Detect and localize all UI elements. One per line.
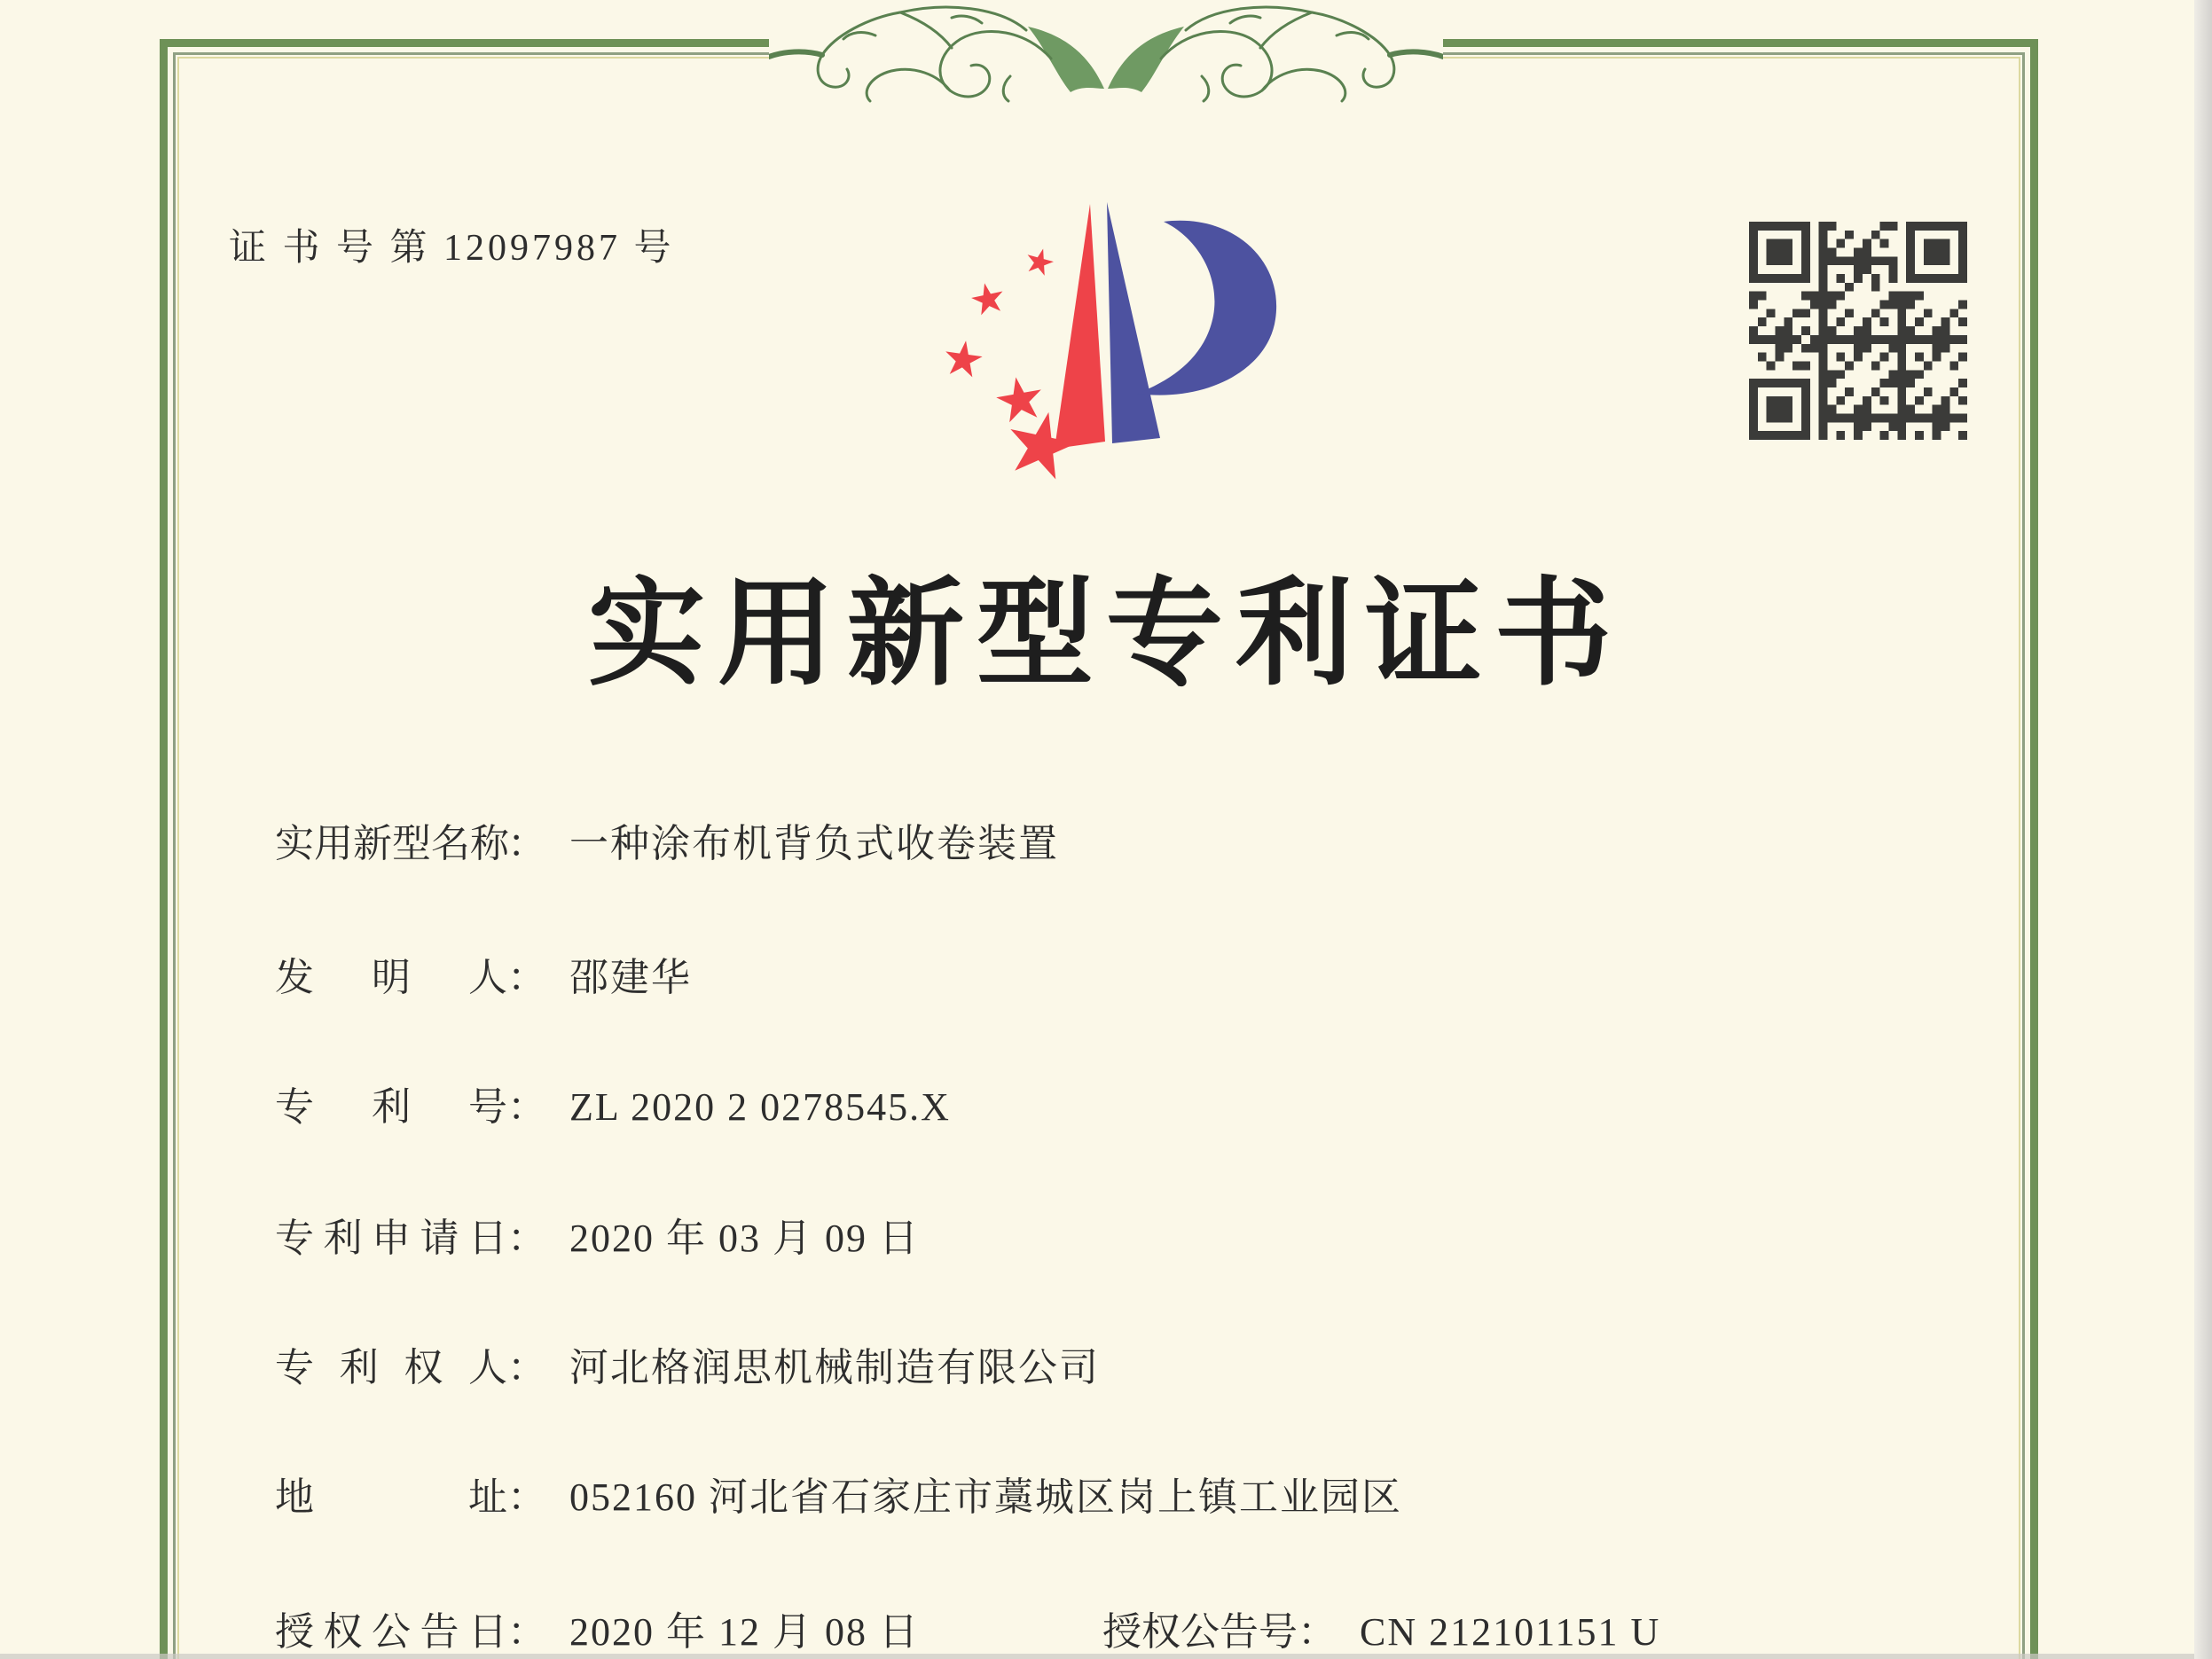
- field-colon: ：: [507, 1610, 546, 1654]
- field-label: 实用新型名称: [275, 822, 509, 865]
- field-value: 052160 河北省石家庄市藁城区岗上镇工业园区: [569, 1475, 1402, 1519]
- certificate-title: 实用新型专利证书: [588, 569, 1624, 700]
- field-row-address: [275, 1465, 1402, 1522]
- scan-edge-bottom: [0, 1654, 2194, 1659]
- field-label: 专利申请日: [275, 1217, 507, 1260]
- field-value: ZL 2020 2 0278545.X: [569, 1085, 951, 1129]
- field-label: 发明人: [275, 956, 507, 999]
- cnipa-logo-icon: [931, 195, 1286, 488]
- field-colon: ：: [507, 1475, 546, 1519]
- field-label: 专利号: [275, 1085, 507, 1129]
- field-row-patentee: [275, 1335, 1100, 1392]
- field-value: CN 212101151 U: [1360, 1610, 1661, 1654]
- field-colon: ：: [507, 1346, 546, 1389]
- field-row-patent-number: [275, 1075, 951, 1131]
- field-row-grant-date: [275, 1600, 920, 1656]
- field-value: 一种涂布机背负式收卷装置: [569, 822, 1059, 865]
- qr-code: [1749, 222, 1967, 440]
- field-row-utility-model-name: [275, 811, 1059, 868]
- field-row-grant-publication-number: [1102, 1600, 1660, 1656]
- field-value: 2020 年 12 月 08 日: [569, 1610, 920, 1654]
- field-row-filing-date: [275, 1206, 920, 1263]
- certificate-number: 证 书 号 第 12097987 号: [229, 228, 675, 269]
- field-colon: ：: [507, 956, 546, 999]
- field-colon: ：: [1298, 1610, 1337, 1654]
- field-value: 2020 年 03 月 09 日: [569, 1217, 920, 1260]
- field-colon: ：: [507, 1217, 546, 1260]
- field-label: 授权公告号: [1102, 1610, 1298, 1654]
- field-row-inventor: [275, 945, 692, 1002]
- field-value: 河北格润思机械制造有限公司: [569, 1346, 1100, 1389]
- field-colon: ：: [507, 1085, 546, 1129]
- field-value: 邵建华: [569, 956, 692, 999]
- field-label: 地址: [275, 1475, 507, 1519]
- field-label: 授权公告日: [275, 1610, 507, 1654]
- field-label: 专利权人: [275, 1346, 507, 1389]
- scan-edge-right: [2194, 0, 2212, 1659]
- top-flourish-icon: [769, 0, 1443, 105]
- field-colon: ：: [507, 822, 546, 865]
